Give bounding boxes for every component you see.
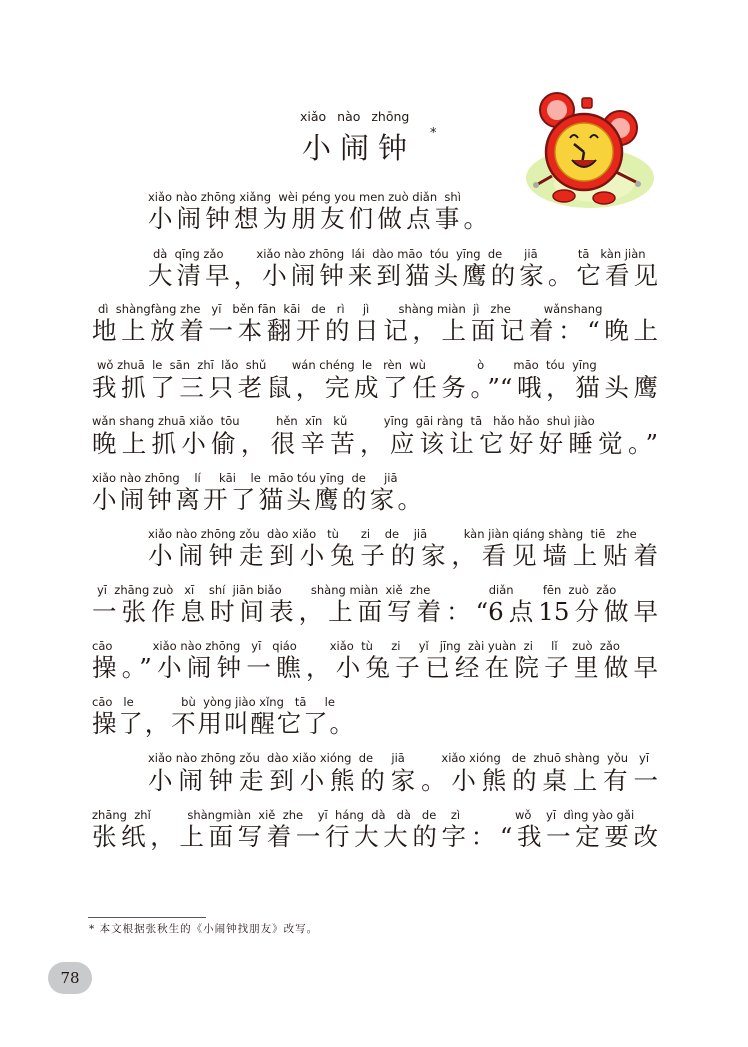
- title-footnote-mark: *: [430, 126, 437, 141]
- text-line-1: 小闹钟想为朋友们做点事。: [148, 204, 488, 233]
- text-line-7: 小闹钟走到小兔子的家，看见墙上贴着: [148, 541, 658, 570]
- title-pinyin: xiǎo nào zhōng: [300, 109, 410, 124]
- pinyin-line-4: wǒ zhuā le sān zhī lǎo shǔ wán chéng le rèn wù ò māo tóu yīng: [97, 358, 597, 372]
- text-line-12: 张纸，上面写着一行大大的字：“我一定要改: [92, 822, 658, 851]
- page-number: 78: [60, 969, 80, 987]
- pinyin-line-7: xiǎo nào zhōng zǒu dào xiǎo tù zi de jiā kàn jiàn qiáng shàng tiē zhe: [148, 527, 637, 541]
- pinyin-line-1: xiǎo nào zhōng xiǎng wèi péng you men zuò diǎn shì: [148, 190, 461, 204]
- pinyin-line-12: zhāng zhǐ shàngmiàn xiě zhe yī háng dà dà de zì wǒ yī dìng yào gǎi: [92, 808, 635, 822]
- pinyin-line-6: xiǎo nào zhōng lí kāi le māo tóu yīng de jiā: [92, 471, 398, 485]
- pinyin-line-10: cāo le bù yòng jiào xǐng tā le: [92, 695, 335, 709]
- alarm-clock-illustration: [512, 88, 658, 216]
- text-line-4: 我抓了三只老鼠，完成了任务。”“哦，猫头鹰: [92, 373, 658, 402]
- footnote-divider: [88, 917, 206, 918]
- pinyin-line-8: yī zhāng zuò xī shí jiān biǎo shàng miàn xiě zhe diǎn fēn zuò zǎo: [97, 583, 617, 597]
- pinyin-line-3: dì shàngfàng zhe yī běn fān kāi de rì jì shàng miàn jì zhe wǎnshang: [98, 302, 603, 316]
- pinyin-line-2: dà qīng zǎo xiǎo nào zhōng lái dào māo tóu yīng de jiā tā kàn jiàn: [153, 247, 646, 261]
- footnote: * 本文根据张秋生的《小闹钟找朋友》改写。: [89, 923, 319, 935]
- pinyin-line-9: cāo xiǎo nào zhōng yī qiáo xiǎo tù zi yǐ jīng zài yuàn zi lǐ zuò zǎo: [92, 639, 620, 653]
- text-line-8: 一张作息时间表，上面写着：“6点15分做早: [92, 597, 658, 626]
- text-line-6: 小闹钟离开了猫头鹰的家。: [92, 485, 422, 514]
- pinyin-line-11: xiǎo nào zhōng zǒu dào xiǎo xióng de jiā xiǎo xióng de zhuō shàng yǒu yī: [148, 751, 650, 765]
- text-line-3: 地上放着一本翻开的日记，上面记着：“晚上: [92, 316, 658, 345]
- text-line-11: 小闹钟走到小熊的家。小熊的桌上有一: [148, 766, 658, 795]
- page-title: 小闹钟: [302, 131, 417, 165]
- pinyin-line-5: wǎn shang zhuā xiǎo tōu hěn xīn kǔ yīng gāi ràng tā hǎo hǎo shuì jiào: [92, 414, 595, 428]
- text-line-9: 操。”小闹钟一瞧，小兔子已经在院子里做早: [92, 653, 658, 682]
- text-line-5: 晚上抓小偷，很辛苦，应该让它好好睡觉。”: [92, 429, 658, 458]
- text-line-2: 大清早，小闹钟来到猫头鹰的家。它看见: [148, 261, 658, 290]
- text-line-10: 操了，不用叫醒它了。: [92, 709, 354, 738]
